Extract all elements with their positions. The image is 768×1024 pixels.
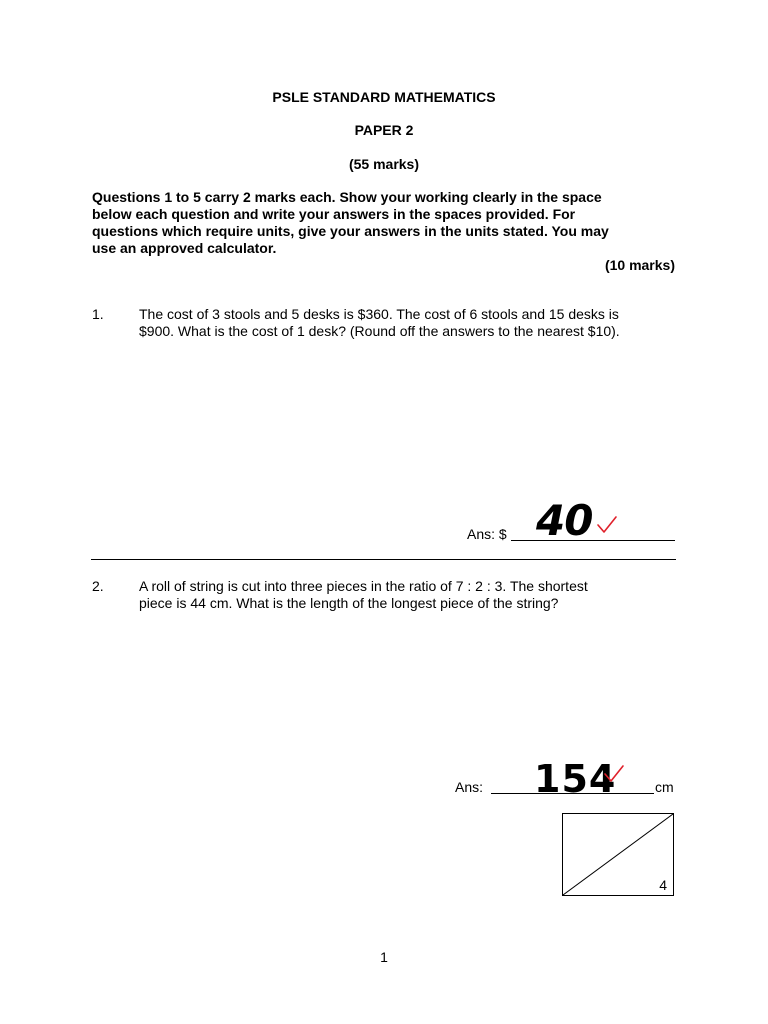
question-1-answer-label: Ans: $ <box>467 526 507 542</box>
section-marks: (10 marks) <box>604 257 675 273</box>
question-2-number: 2. <box>92 578 104 594</box>
question-1-handwritten-answer: 40 <box>536 496 593 545</box>
question-divider <box>91 559 676 560</box>
total-marks: (55 marks) <box>348 156 420 172</box>
question-line: The cost of 3 stools and 5 desks is $360. The cost of 6 stools and 15 desks is <box>139 306 619 322</box>
score-box-diagonal <box>563 814 673 895</box>
score-value: 4 <box>659 877 667 893</box>
question-line: piece is 44 cm. What is the length of the longest piece of the string? <box>139 595 559 611</box>
score-box <box>562 813 674 896</box>
instruction-line: questions which require units, give your answers in the units stated. You may <box>92 223 609 239</box>
exam-title: PSLE STANDARD MATHEMATICS <box>272 89 496 105</box>
question-line: A roll of string is cut into three pieces in the ratio of 7 : 2 : 3. The shortest <box>139 578 588 594</box>
question-1-text <box>139 306 679 340</box>
paper-label: PAPER 2 <box>354 122 414 138</box>
question-1-number: 1. <box>92 306 104 322</box>
question-1-tick-icon <box>596 515 618 535</box>
question-2-tick-icon <box>603 764 625 784</box>
page-number: 1 <box>380 949 388 965</box>
question-line: $900. What is the cost of 1 desk? (Round off the answers to the nearest $10). <box>139 323 620 339</box>
instruction-line: below each question and write your answers in the spaces provided. For <box>92 206 576 222</box>
question-2-answer-label: Ans: <box>455 779 484 795</box>
instruction-line: use an approved calculator. <box>92 240 277 256</box>
instruction-line: Questions 1 to 5 carry 2 marks each. Show your working clearly in the space <box>92 189 602 205</box>
question-2-handwritten-answer: 154 <box>534 757 617 801</box>
question-2-answer-unit: cm <box>655 779 674 795</box>
question-2-text <box>139 578 679 612</box>
instructions <box>92 189 676 257</box>
